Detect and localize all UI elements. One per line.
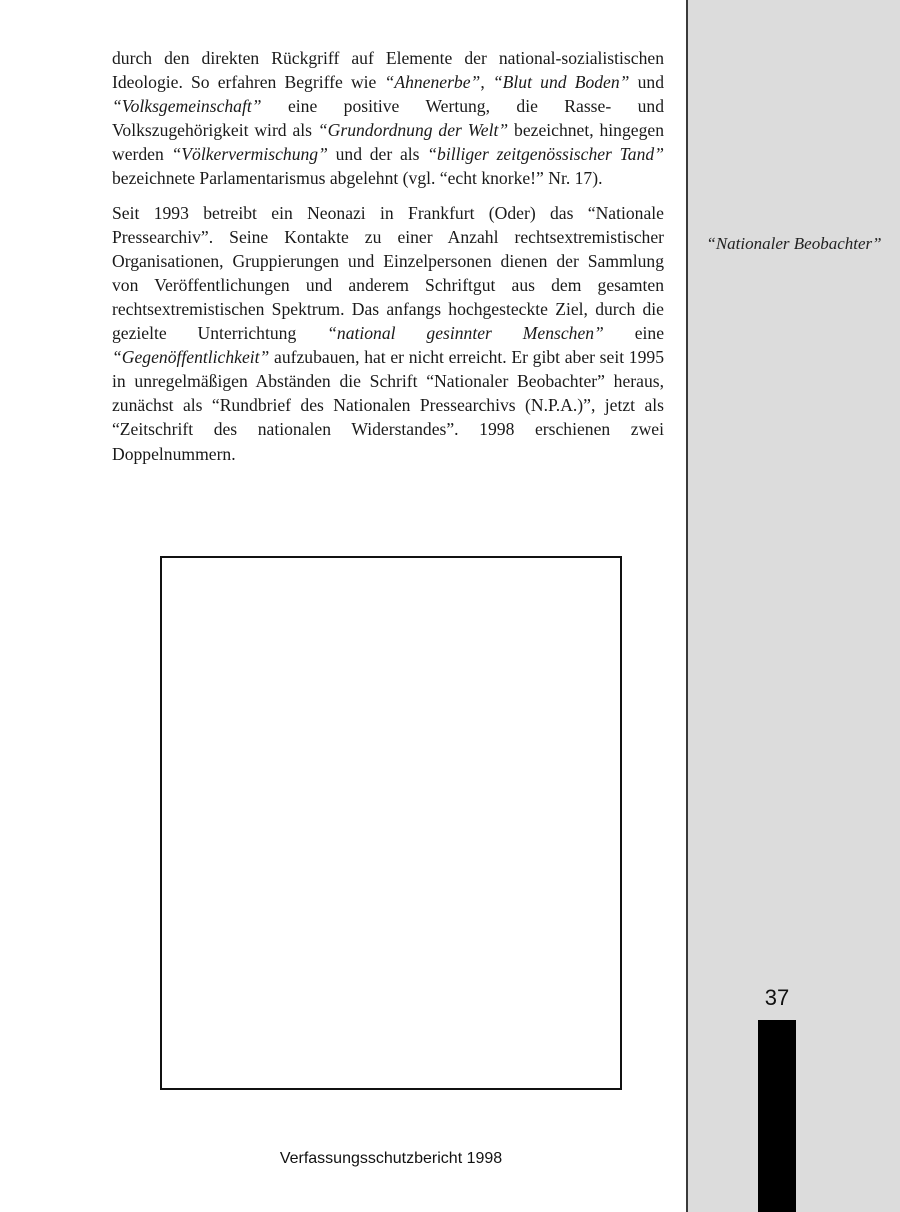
- paragraph-1: durch den direkten Rückgriff auf Elemente der national-sozialistischen Ideologie. So erfahren Begriffe wie “Ahnenerbe”, “Blut und Boden” und “Volksgemeinschaft” eine positive Wertung, die Rasse- und Volkszugehörigkeit wird als “Grundordnung der Welt” bezeichnet, hingegen werden “Völkervermischung” und der als “billiger zeitgenössischer Tand” bezeichnete Parlamentarismus abgelehnt (vgl. “echt knorke!” Nr. 17).: [112, 48, 664, 189]
- margin-note: “Nationaler Beobachter”: [706, 234, 882, 253]
- paragraph-2: Seit 1993 betreibt ein Neonazi in Frankfurt (Oder) das “Nationale Pressearchiv”. Seine Kontakte zu einer Anzahl rechtsextremistischer Organisationen, Gruppierungen und Einzelpersonen dienen der Sammlung von Veröffentlichungen und anderem Schriftgut aus dem gesamten rechtsextremistischen Spektrum. Das anfangs hochgesteckte Ziel, durch die gezielte Unterrichtung “national gesinnter Menschen” eine “Gegenöffentlichkeit” aufzubauen, hat er nicht erreicht. Er gibt aber seit 1995 in unregelmäßigen Abständen die Schrift “Nationaler Beobachter” heraus, zunächst als “Rundbrief des Nationalen Pressearchivs (N.P.A.)”, jetzt als “Zeitschrift des nationalen Widerstandes”. 1998 erschienen zwei Doppelnummern.: [112, 202, 665, 464]
- thumb-index-bar: [758, 1020, 796, 1212]
- page-number: 37: [764, 985, 790, 1010]
- figure-placeholder: [160, 556, 622, 1090]
- body-text: [112, 46, 664, 476]
- page-footer: Verfassungsschutzbericht 1998: [279, 1150, 503, 1167]
